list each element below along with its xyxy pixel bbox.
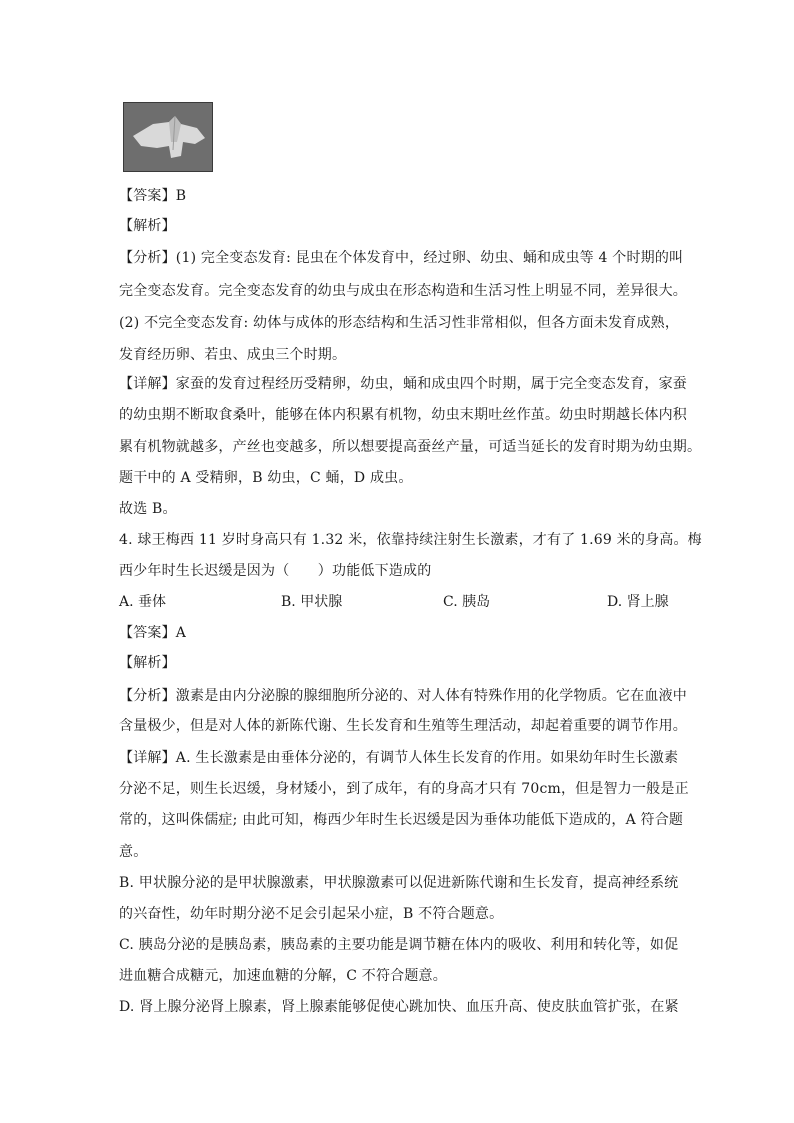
moth-photo [123,102,213,172]
q4-option-d: D. 肾上腺 [607,594,669,610]
q4-option-b: B. 甲状腺 [281,594,343,610]
q4-analysis-line: 常的，这叫侏儒症; 由此可知，梅西少年时生长迟缓是因为垂体功能低下造成的，A 符合题 [119,812,684,828]
q3-analysis-line: 累有机物就越多，产丝也变越多，所以想要提高蚕丝产量，可适当延长的发育时期为幼虫期。 [119,439,702,455]
q4-stem-line: 4. 球王梅西 11 岁时身高只有 1.32 米，依靠持续注射生长激素，才有了 1.69 米的身高。梅 [119,532,702,548]
q4-analysis-line: B. 甲状腺分泌的是甲状腺激素，甲状腺激素可以促进新陈代谢和生长发育，提高神经系统 [119,875,679,891]
q4-option-a: A. 垂体 [119,594,167,610]
q4-analysis-line: 分泌不足，则生长迟缓，身材矮小，到了成年，有的身高才只有 70cm，但是智力一般是正 [119,781,689,797]
q3-analysis-line: 的幼虫期不断取食桑叶，能够在体内积累有机物，幼虫末期吐丝作茧。幼虫时期越长体内积 [119,407,687,423]
q4-analysis-line: 含量极少，但是对人体的新陈代谢、生长发育和生殖等生理活动，却起着重要的调节作用。 [119,718,687,734]
q4-analysis-heading: 【解析】 [119,655,176,671]
q4-analysis-line: 意。 [119,844,148,860]
q3-analysis-heading: 【解析】 [119,218,176,234]
q4-stem-line: 西少年时生长迟缓是因为（ ）功能低下造成的 [119,563,432,579]
q4-analysis-line: C. 胰岛分泌的是胰岛素，胰岛素的主要功能是调节糖在体内的吸收、利用和转化等，如促 [119,937,679,953]
q3-answer: 【答案】B [119,188,187,204]
q4-answer: 【答案】A [119,625,187,641]
q4-analysis-line: 【详解】A. 生长激素是由垂体分泌的，有调节人体生长发育的作用。如果幼年时生长激素 [119,750,679,766]
q4-analysis-line: 的兴奋性，幼年时期分泌不足会引起呆小症，B 不符合题意。 [119,906,504,922]
q4-option-c: C. 胰岛 [443,594,491,610]
q3-analysis-line: (2) 不完全变态发育: 幼体与成体的形态结构和生活习性非常相似，但各方面未发育成熟， [119,315,680,331]
q4-analysis-line: D. 肾上腺分泌肾上腺素，肾上腺素能够促使心跳加快、血压升高、使皮肤血管扩张，在紧 [119,999,679,1015]
q3-analysis-line: 题干中的 A 受精卵，B 幼虫，C 蛹，D 成虫。 [119,470,413,486]
q3-conclusion: 故选 B。 [119,501,177,517]
q4-analysis-line: 【分析】激素是由内分泌腺的腺细胞所分泌的、对人体有特殊作用的化学物质。它在血液中 [119,688,687,704]
q3-analysis-line: 完全变态发育。完全变态发育的幼虫与成虫在形态构造和生活习性上明显不同，差异很大。 [119,283,687,299]
q3-analysis-line: 【分析】(1) 完全变态发育: 昆虫在个体发育中，经过卵、幼虫、蛹和成虫等 4 个时期的叫 [119,250,684,266]
q4-analysis-line: 进血糖合成糖元，加速血糖的分解，C 不符合题意。 [119,968,447,984]
q3-analysis-line: 【详解】家蚕的发育过程经历受精卵，幼虫，蛹和成虫四个时期，属于完全变态发育，家蚕 [119,376,687,392]
q3-analysis-line: 发育经历卵、若虫、成虫三个时期。 [119,347,347,363]
